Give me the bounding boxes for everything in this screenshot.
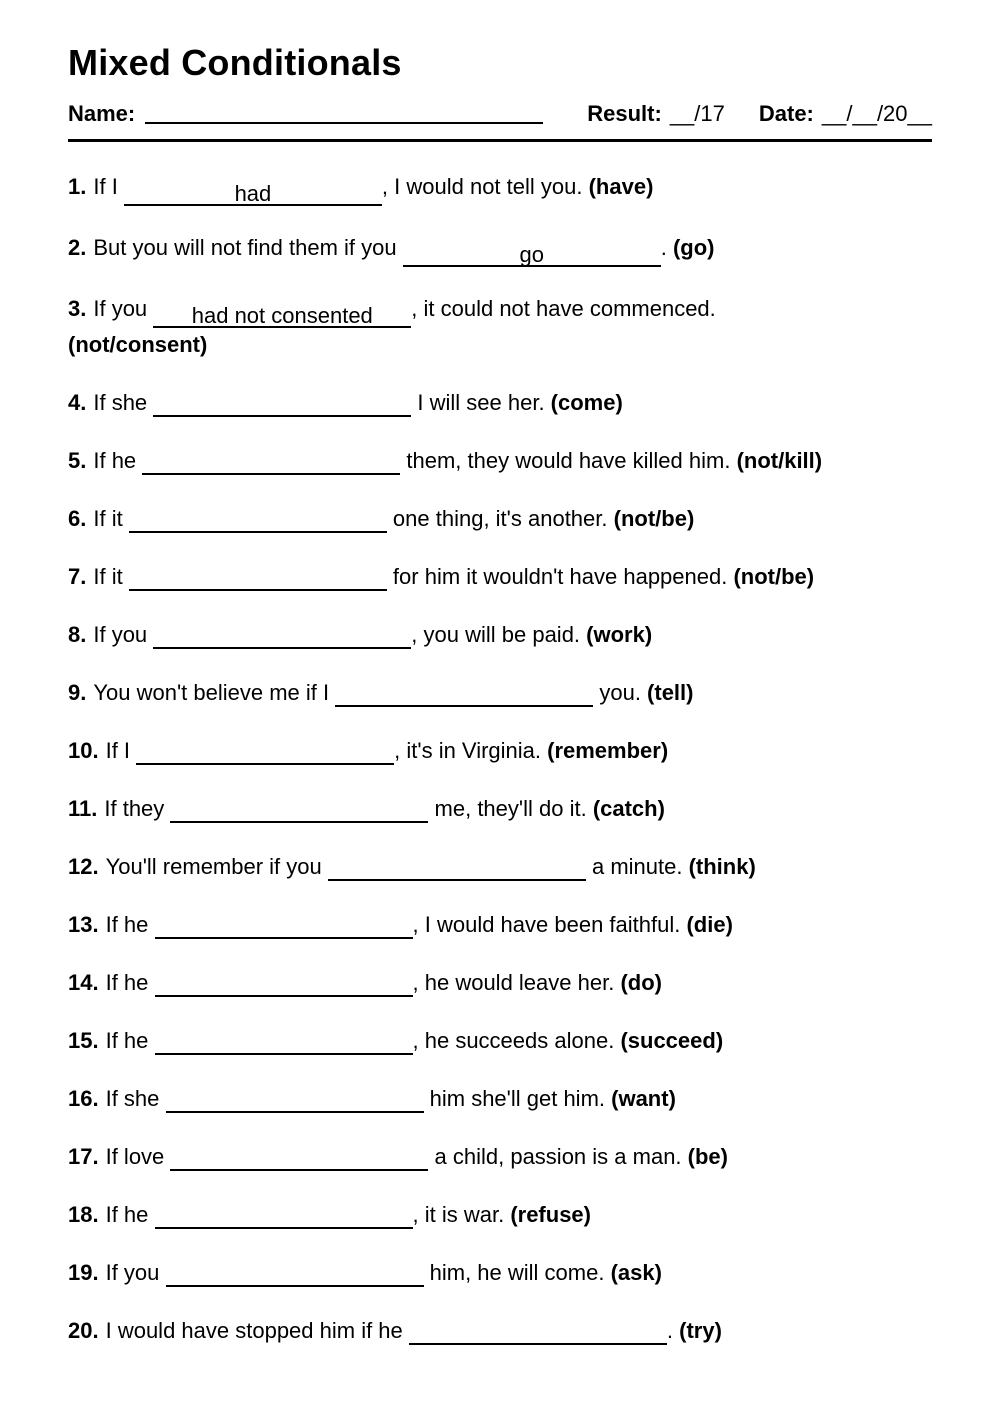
question-pre-text: If love (105, 1143, 171, 1169)
question-hint: (die) (686, 911, 733, 937)
question-number: 5. (68, 447, 87, 473)
question-pre-text: If he (93, 447, 143, 473)
question-hint: (catch) (592, 795, 665, 821)
answer-blank[interactable] (142, 448, 400, 474)
question-post-text: , you will be paid. (411, 621, 587, 647)
question-pre-text: If she (93, 389, 154, 415)
question-row (68, 618, 932, 651)
question-row (68, 1140, 932, 1173)
question-hint: (refuse) (510, 1201, 591, 1227)
question-pre-text: If she (105, 1085, 166, 1111)
question-row (68, 1024, 932, 1057)
answer-blank[interactable]: had (124, 180, 382, 206)
question-hint: (be) (687, 1143, 728, 1169)
question-hint: (not/be) (613, 505, 695, 531)
question-pre-text: I would have stopped him if he (105, 1317, 409, 1343)
answer-blank[interactable] (166, 1086, 424, 1112)
question-hint: (try) (679, 1317, 722, 1343)
question-row (68, 908, 932, 941)
answer-blank[interactable]: go (403, 241, 661, 267)
question-hint: (succeed) (620, 1027, 724, 1053)
question-number: 15. (68, 1027, 99, 1053)
question-row (68, 444, 932, 477)
question-number: 8. (68, 621, 87, 647)
question-pre-text: You won't believe me if I (93, 679, 336, 705)
answer-blank[interactable] (335, 680, 593, 706)
date-label: Date: (758, 101, 814, 126)
question-hint: (want) (611, 1085, 676, 1111)
question-hint: (tell) (647, 679, 694, 705)
question-number: 18. (68, 1201, 99, 1227)
question-hint: (go) (672, 234, 715, 260)
question-row (68, 1198, 932, 1231)
question-pre-text: If I (105, 737, 137, 763)
answer-blank[interactable] (129, 564, 387, 590)
answer-blank[interactable] (155, 1028, 413, 1054)
question-pre-text: If he (105, 911, 155, 937)
question-row (68, 560, 932, 593)
question-number: 1. (68, 174, 87, 199)
answer-blank[interactable] (153, 622, 411, 648)
question-post-text: . (660, 234, 673, 260)
question-post-text: , it is war. (412, 1201, 511, 1227)
question-row (68, 966, 932, 999)
question-row (68, 850, 932, 883)
question-number: 12. (68, 853, 99, 879)
answer-blank[interactable] (166, 1260, 424, 1286)
question-number: 13. (68, 911, 99, 937)
question-post-text: , he would leave her. (412, 969, 621, 995)
question-pre-text: If you (93, 621, 154, 647)
question-row (68, 502, 932, 535)
question-pre-text: If it (93, 505, 129, 531)
question-row (68, 1256, 932, 1289)
question-pre-text: If he (105, 969, 155, 995)
question-pre-text: If I (93, 174, 124, 199)
name-blank-line[interactable] (145, 98, 543, 124)
question-row (68, 792, 932, 825)
question-post-text: you. (593, 679, 648, 705)
question-hint: (do) (620, 969, 662, 995)
answer-blank[interactable] (409, 1318, 667, 1344)
questions-list (68, 170, 932, 1347)
name-label: Name: (68, 101, 136, 126)
result-label: Result: (587, 101, 662, 126)
question-hint: (not/kill) (736, 447, 823, 473)
question-post-text: , I would have been faithful. (412, 911, 687, 937)
question-hint: (come) (550, 389, 623, 415)
question-number: 10. (68, 737, 99, 763)
question-number: 17. (68, 1143, 99, 1169)
question-hint: (think) (688, 853, 756, 879)
question-number: 16. (68, 1085, 99, 1111)
question-hint: (work) (586, 621, 653, 647)
question-number: 3. (68, 295, 87, 321)
question-hint: (not/consent) (68, 331, 208, 357)
question-post-text: a child, passion is a man. (428, 1143, 688, 1169)
header-meta-row (68, 98, 932, 142)
question-post-text: him, he will come. (423, 1259, 611, 1285)
answer-blank[interactable] (155, 1202, 413, 1228)
question-post-text: for him it wouldn't have happened. (386, 563, 734, 589)
question-row (68, 1314, 932, 1347)
question-post-text: , it's in Virginia. (394, 737, 548, 763)
question-post-text: one thing, it's another. (386, 505, 614, 531)
question-pre-text: If they (104, 795, 171, 821)
question-pre-text: If you (93, 295, 154, 321)
question-pre-text: But you will not find them if you (93, 234, 403, 260)
question-post-text: , it could not have commenced. (411, 295, 716, 321)
question-number: 19. (68, 1259, 99, 1285)
question-post-text: I will see her. (411, 389, 551, 415)
question-post-text: him she'll get him. (423, 1085, 612, 1111)
question-hint: (not/be) (733, 563, 815, 589)
answer-blank[interactable] (155, 912, 413, 938)
question-post-text: me, they'll do it. (428, 795, 593, 821)
answer-blank[interactable] (328, 854, 586, 880)
question-post-text: a minute. (585, 853, 689, 879)
answer-blank[interactable] (153, 390, 411, 416)
answer-blank[interactable]: had not consented (153, 302, 411, 328)
answer-blank[interactable] (155, 970, 413, 996)
question-number: 11. (68, 795, 98, 821)
question-pre-text: If he (105, 1027, 155, 1053)
answer-blank[interactable] (136, 738, 394, 764)
question-pre-text: You'll remember if you (105, 853, 328, 879)
question-pre-text: If he (105, 1201, 155, 1227)
question-number: 20. (68, 1317, 99, 1343)
result-value: __/17 (669, 101, 725, 126)
question-pre-text: If it (93, 563, 129, 589)
question-number: 6. (68, 505, 87, 531)
question-row (68, 292, 932, 361)
question-post-text: , I would not tell you. (381, 174, 589, 199)
question-number: 4. (68, 389, 87, 415)
question-number: 9. (68, 679, 87, 705)
question-row (68, 1082, 932, 1115)
question-row (68, 231, 932, 267)
question-number: 2. (68, 234, 87, 260)
question-hint: (remember) (547, 737, 669, 763)
answer-blank[interactable] (129, 506, 387, 532)
date-value: __/__/20__ (821, 101, 932, 126)
question-pre-text: If you (105, 1259, 166, 1285)
page-title: Mixed Conditionals (68, 42, 402, 83)
question-post-text: them, they would have killed him. (400, 447, 737, 473)
question-hint: (have) (588, 174, 654, 199)
question-row (68, 676, 932, 709)
question-row (68, 170, 932, 206)
question-number: 7. (68, 563, 87, 589)
question-post-text: , he succeeds alone. (412, 1027, 621, 1053)
answer-blank[interactable] (170, 796, 428, 822)
question-number: 14. (68, 969, 99, 995)
question-hint: (ask) (610, 1259, 662, 1285)
question-post-text: . (666, 1317, 680, 1343)
answer-blank[interactable] (170, 1144, 428, 1170)
question-row (68, 386, 932, 419)
question-row (68, 734, 932, 767)
